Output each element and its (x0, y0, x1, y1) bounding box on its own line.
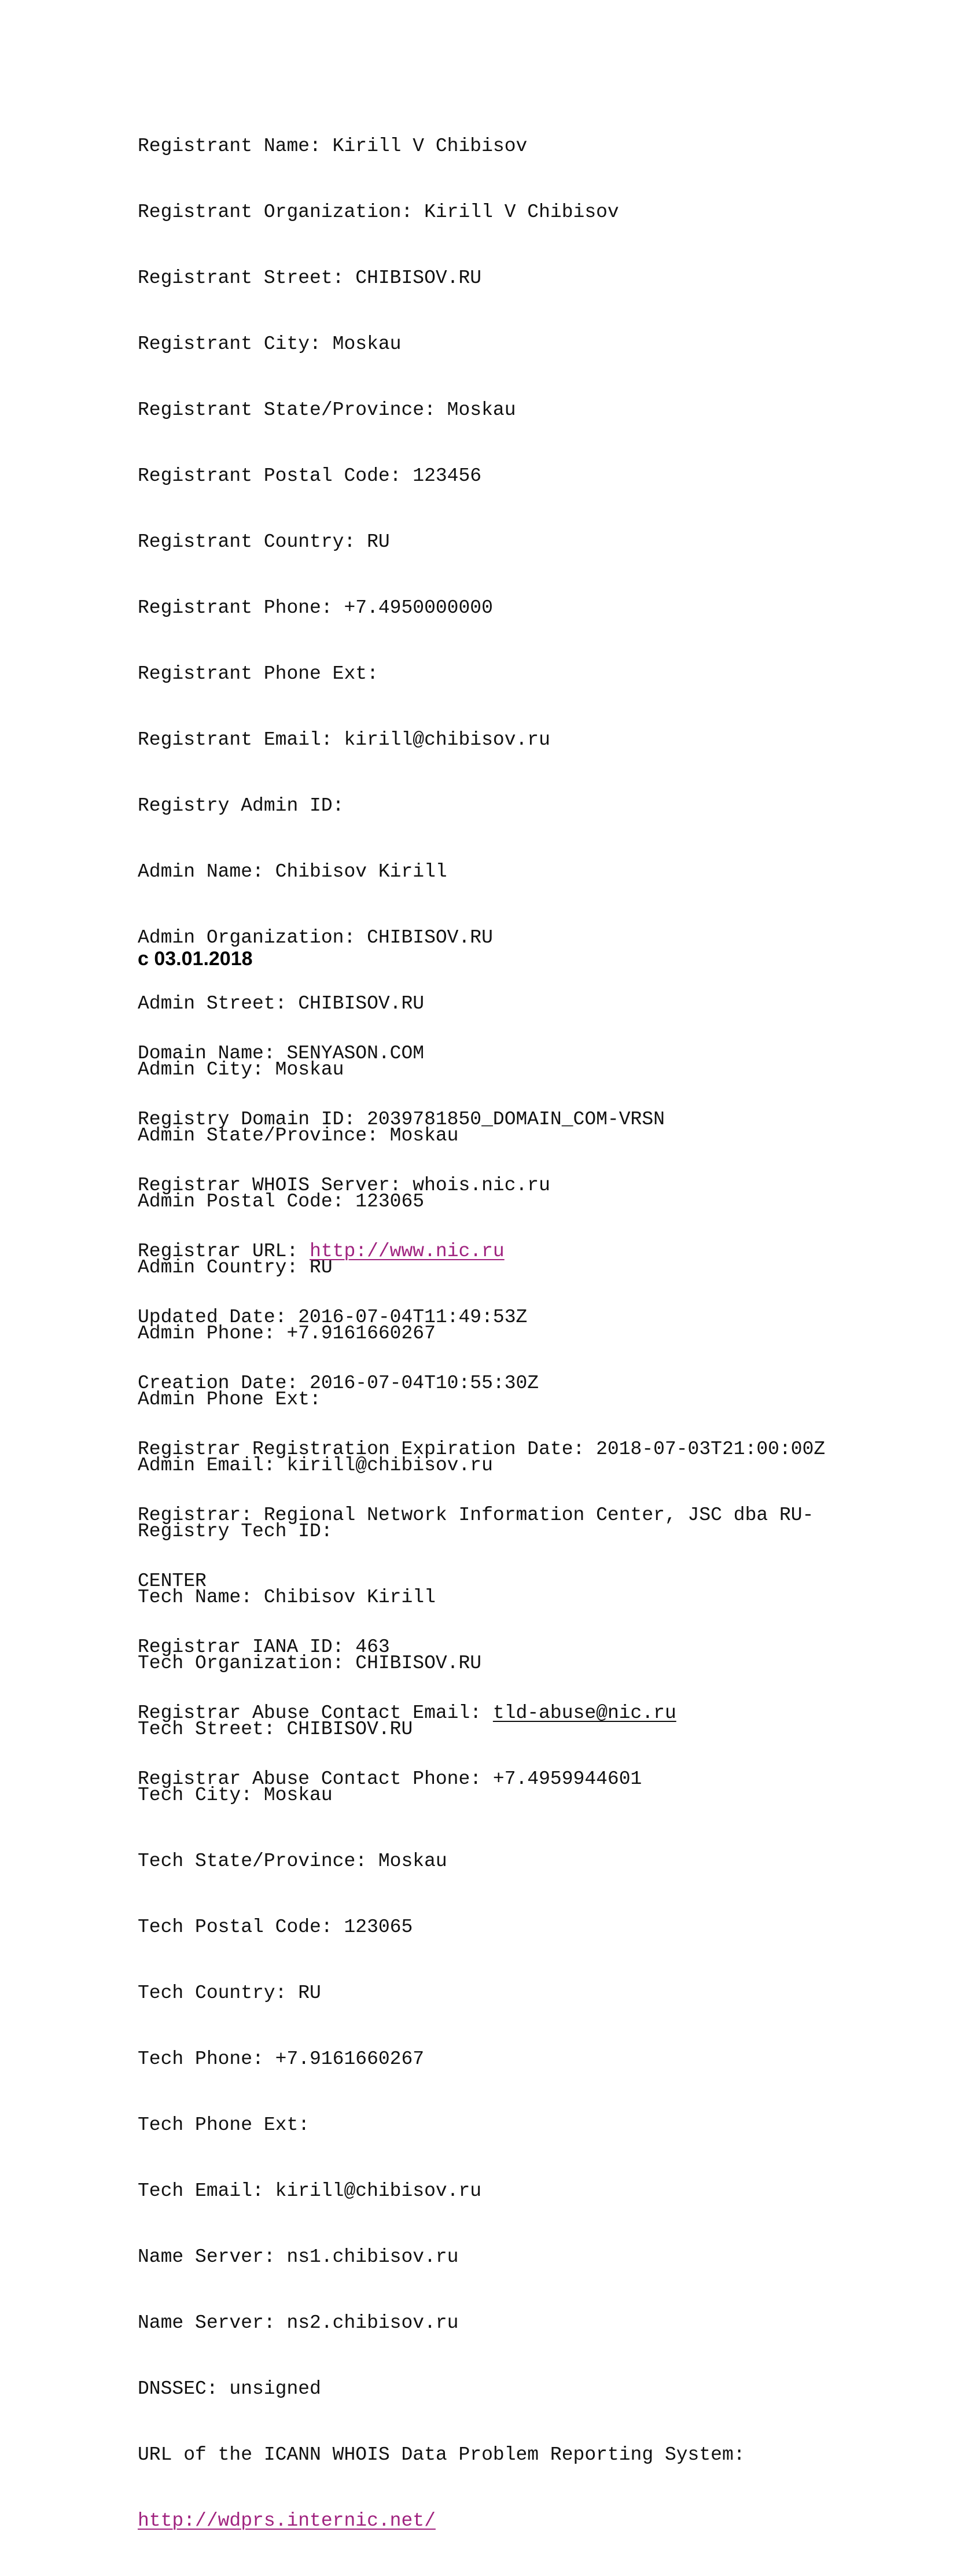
abuse-email-link[interactable]: tld-abuse@nic.ru (492, 1702, 676, 1724)
updated-date-line: Updated Date: 2016-07-04T11:49:53Z (138, 1307, 528, 1328)
domain-name-line: Domain Name: SENYASON.COM (138, 1043, 425, 1064)
text-line: Name Server: ns2.chibisov.ru (138, 2312, 459, 2334)
registrar-line-continued: CENTER (138, 1570, 207, 1592)
text-line: Tech Name: Chibisov Kirill (138, 1587, 436, 1608)
text-line: Name Server: ns1.chibisov.ru (138, 2246, 459, 2268)
text-line: Admin Postal Code: 123065 (138, 1191, 425, 1212)
text-line: Registrant Email: kirill@chibisov.ru (138, 729, 550, 750)
registrar-url-link[interactable]: http://www.nic.ru (310, 1241, 505, 1262)
text-line: Registry Admin ID: (138, 795, 344, 816)
text-line: Admin Organization: CHIBISOV.RU (138, 927, 493, 948)
report-url-link[interactable]: http://wdprs.internic.net/ (138, 2510, 436, 2531)
registrar-url-line (138, 1241, 825, 1263)
text-line: Admin Email: kirill@chibisov.ru (138, 1455, 493, 1476)
abuse-email-label: Registrar Abuse Contact Email: (138, 1702, 493, 1724)
text-line: Tech Street: CHIBISOV.RU (138, 1718, 413, 1740)
text-line: Admin Phone: +7.9161660267 (138, 1323, 436, 1344)
text-line: Admin Phone Ext: (138, 1389, 321, 1410)
text-line: Tech Phone Ext: (138, 2114, 310, 2136)
text-line: Tech Postal Code: 123065 (138, 1916, 413, 1938)
text-line: Registrant State/Province: Moskau (138, 399, 516, 421)
section-heading: с 03.01.2018 (138, 948, 253, 970)
text-line: Registrant Street: CHIBISOV.RU (138, 267, 482, 289)
text-line: Tech Organization: CHIBISOV.RU (138, 1653, 482, 1674)
iana-id-line: Registrar IANA ID: 463 (138, 1636, 390, 1658)
text-line: Tech State/Province: Moskau (138, 1850, 447, 1872)
registry-domain-id-line: Registry Domain ID: 2039781850_DOMAIN_COM-VRSN (138, 1109, 665, 1130)
abuse-phone-line: Registrar Abuse Contact Phone: +7.4959944601 (138, 1768, 642, 1790)
text-line: Admin Name: Chibisov Kirill (138, 861, 447, 882)
whois-server-line: Registrar WHOIS Server: whois.nic.ru (138, 1175, 550, 1196)
whois-domain-block (138, 999, 825, 1834)
creation-date-line: Creation Date: 2016-07-04T10:55:30Z (138, 1372, 539, 1394)
text-line: Admin State/Province: Moskau (138, 1125, 459, 1146)
report-url-line (138, 2510, 745, 2532)
expiration-date-line: Registrar Registration Expiration Date: 2018-07-03T21:00:00Z (138, 1438, 826, 1460)
text-line: Admin City: Moskau (138, 1059, 344, 1080)
text-line: Registrant City: Moskau (138, 333, 402, 355)
registrar-url-label: Registrar URL: (138, 1241, 310, 1262)
text-line: Tech Phone: +7.9161660267 (138, 2048, 425, 2070)
text-line: URL of the ICANN WHOIS Data Problem Reporting System: (138, 2444, 745, 2465)
text-line: DNSSEC: unsigned (138, 2378, 321, 2400)
text-line: Tech Email: kirill@chibisov.ru (138, 2180, 482, 2202)
text-line: Tech Country: RU (138, 1982, 321, 2004)
text-line: Admin Street: CHIBISOV.RU (138, 993, 425, 1014)
text-line: Registry Tech ID: (138, 1521, 333, 1542)
text-line: Registrant Name: Kirill V Chibisov (138, 135, 528, 157)
text-line: Registrant Organization: Kirill V Chibisov (138, 201, 619, 223)
text-line: Registrant Country: RU (138, 531, 390, 553)
text-line: Registrant Postal Code: 123456 (138, 465, 482, 487)
abuse-email-line (138, 1702, 825, 1724)
text-line: Registrant Phone Ext: (138, 663, 378, 685)
text-line: Admin Country: RU (138, 1257, 333, 1278)
text-line: Tech City: Moskau (138, 1784, 333, 1806)
text-line: Registrant Phone: +7.4950000000 (138, 597, 493, 619)
registrar-line: Registrar: Regional Network Information Center, JSC dba RU- (138, 1504, 814, 1526)
